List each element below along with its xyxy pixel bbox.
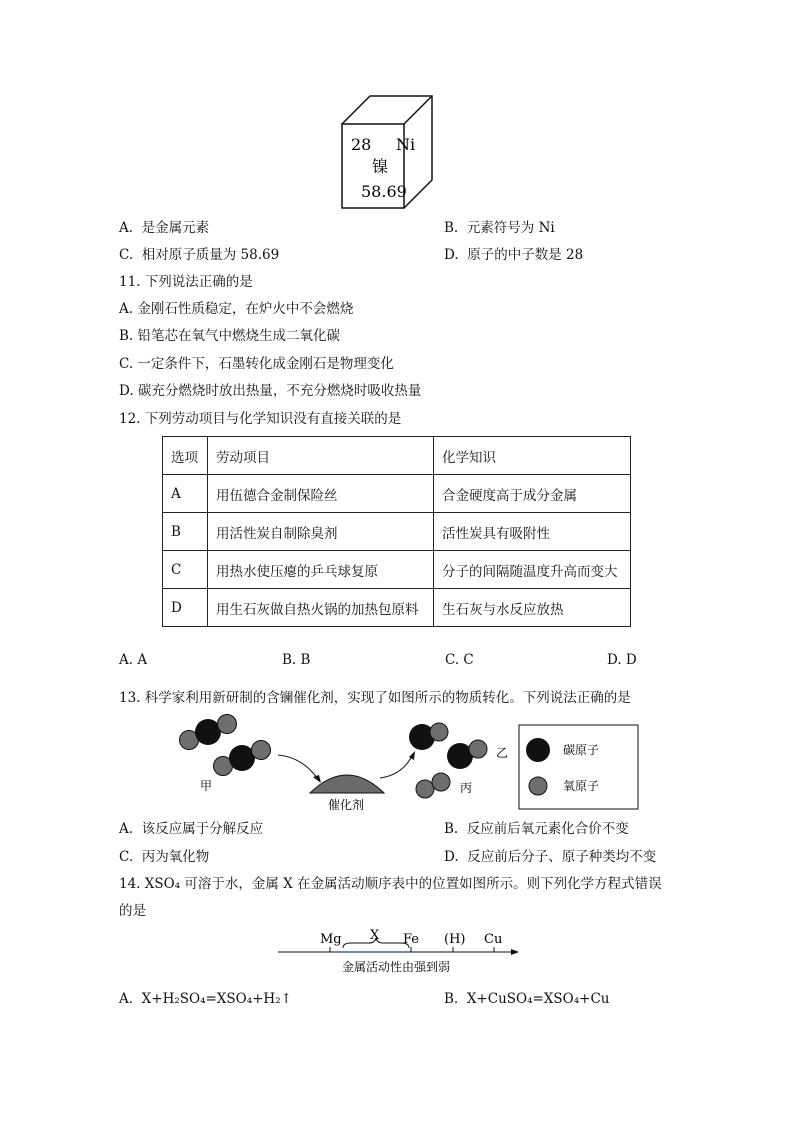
q11-option-c: C. 一定条件下，石墨转化成金刚石是物理变化 bbox=[119, 356, 394, 372]
q11-option-d: D. 碳充分燃烧时放出热量，不充分燃烧时吸收热量 bbox=[119, 383, 422, 399]
oxygen-atom bbox=[430, 723, 448, 741]
legend-oxygen-icon bbox=[529, 777, 547, 795]
element-name: 镍 bbox=[372, 157, 389, 176]
table-cell: C bbox=[163, 551, 208, 589]
legend-carbon-icon bbox=[526, 738, 550, 762]
legend-oxygen-label: 氧原子 bbox=[563, 779, 600, 793]
table-row bbox=[163, 589, 631, 627]
element-card bbox=[340, 94, 434, 211]
q12-answer-b: B. B bbox=[282, 652, 311, 668]
q11-option-a: A. 金刚石性质稳定，在炉火中不会燃烧 bbox=[119, 301, 354, 317]
series-mg: Mg bbox=[320, 932, 342, 947]
table-header: 化学知识 bbox=[434, 437, 631, 475]
axis-arrow bbox=[511, 949, 519, 955]
q12-stem: 12. 下列劳动项目与化学知识没有直接关联的是 bbox=[119, 411, 402, 427]
q14-stem-line1: 14. XSO₄ 可溶于水，金属 X 在金属活动顺序表中的位置如图所示。则下列化学方程式错误 bbox=[119, 876, 662, 892]
table-cell: 分子的间隔随温度升高而变大 bbox=[434, 551, 631, 589]
oxygen-atom bbox=[416, 780, 434, 798]
q13-option-d: D. 反应前后分子、原子种类均不变 bbox=[444, 849, 657, 865]
q10-option-b: B. 元素符号为 Ni bbox=[444, 220, 555, 236]
series-cu: Cu bbox=[484, 932, 503, 947]
table-cell: 用热水使压瘪的乒乓球复原 bbox=[208, 551, 434, 589]
series-h: (H) bbox=[444, 932, 466, 947]
label-catalyst: 催化剂 bbox=[328, 798, 365, 812]
q12-answer-a: A. A bbox=[119, 652, 148, 668]
q11-option-b: B. 铅笔芯在氧气中燃烧生成二氧化碳 bbox=[119, 328, 341, 344]
table-header: 选项 bbox=[163, 437, 208, 475]
table-cell: 生石灰与水反应放热 bbox=[434, 589, 631, 627]
element-symbol: Ni bbox=[396, 135, 416, 154]
label-bing: 丙 bbox=[460, 781, 473, 795]
table-header-row bbox=[163, 437, 631, 475]
legend-carbon-label: 碳原子 bbox=[563, 743, 600, 757]
oxygen-atom bbox=[218, 715, 237, 734]
q12-table bbox=[162, 436, 631, 627]
legend-box bbox=[519, 725, 638, 809]
table-row bbox=[163, 551, 631, 589]
atomic-number: 28 bbox=[351, 135, 372, 154]
q12-answer-c: C. C bbox=[445, 652, 474, 668]
oxygen-atom bbox=[469, 740, 487, 758]
reaction-arrow bbox=[380, 756, 412, 778]
q14-option-a: A. X+H₂SO₄=XSO₄+H₂↑ bbox=[119, 991, 292, 1007]
q13-option-c: C. 丙为氧化物 bbox=[119, 849, 210, 865]
label-yi: 乙 bbox=[496, 746, 509, 760]
q10-option-d: D. 原子的中子数是 28 bbox=[444, 247, 584, 263]
q10-option-c: C. 相对原子质量为 58.69 bbox=[119, 247, 280, 263]
q13-option-a: A. 该反应属于分解反应 bbox=[119, 821, 264, 837]
table-header: 劳动项目 bbox=[208, 437, 434, 475]
q13-stem: 13. 科学家利用新研制的含镧催化剂，实现了如图所示的物质转化。下列说法正确的是 bbox=[119, 690, 631, 706]
table-cell: 用伍德合金制保险丝 bbox=[208, 475, 434, 513]
q13-option-b: B. 反应前后氧元素化合价不变 bbox=[444, 821, 629, 837]
reaction-diagram bbox=[170, 712, 640, 816]
atomic-mass: 58.69 bbox=[361, 182, 407, 201]
table-cell: 用生石灰做自热火锅的加热包原料 bbox=[208, 589, 434, 627]
oxygen-atom bbox=[252, 741, 271, 760]
catalyst-shape bbox=[310, 775, 384, 793]
series-x: X bbox=[370, 928, 380, 943]
series-caption: 金属活动性由强到弱 bbox=[342, 960, 451, 974]
q11-stem: 11. 下列说法正确的是 bbox=[119, 274, 253, 290]
table-cell: B bbox=[163, 513, 208, 551]
table-row bbox=[163, 513, 631, 551]
series-fe: Fe bbox=[403, 932, 420, 947]
table-cell: 用活性炭自制除臭剂 bbox=[208, 513, 434, 551]
table-cell: A bbox=[163, 475, 208, 513]
table-cell: D bbox=[163, 589, 208, 627]
q10-option-a: A. 是金属元素 bbox=[119, 220, 210, 236]
q14-stem-line2: 的是 bbox=[119, 903, 146, 919]
x-brace bbox=[343, 938, 409, 948]
activity-series-diagram bbox=[275, 924, 521, 980]
q14-option-b: B. X+CuSO₄=XSO₄+Cu bbox=[444, 991, 610, 1007]
q12-answer-d: D. D bbox=[607, 652, 637, 668]
table-cell: 活性炭具有吸附性 bbox=[434, 513, 631, 551]
table-cell: 合金硬度高于成分金属 bbox=[434, 475, 631, 513]
label-jia: 甲 bbox=[200, 779, 213, 793]
oxygen-atom bbox=[432, 773, 450, 791]
table-row bbox=[163, 475, 631, 513]
reaction-arrow bbox=[278, 755, 318, 779]
